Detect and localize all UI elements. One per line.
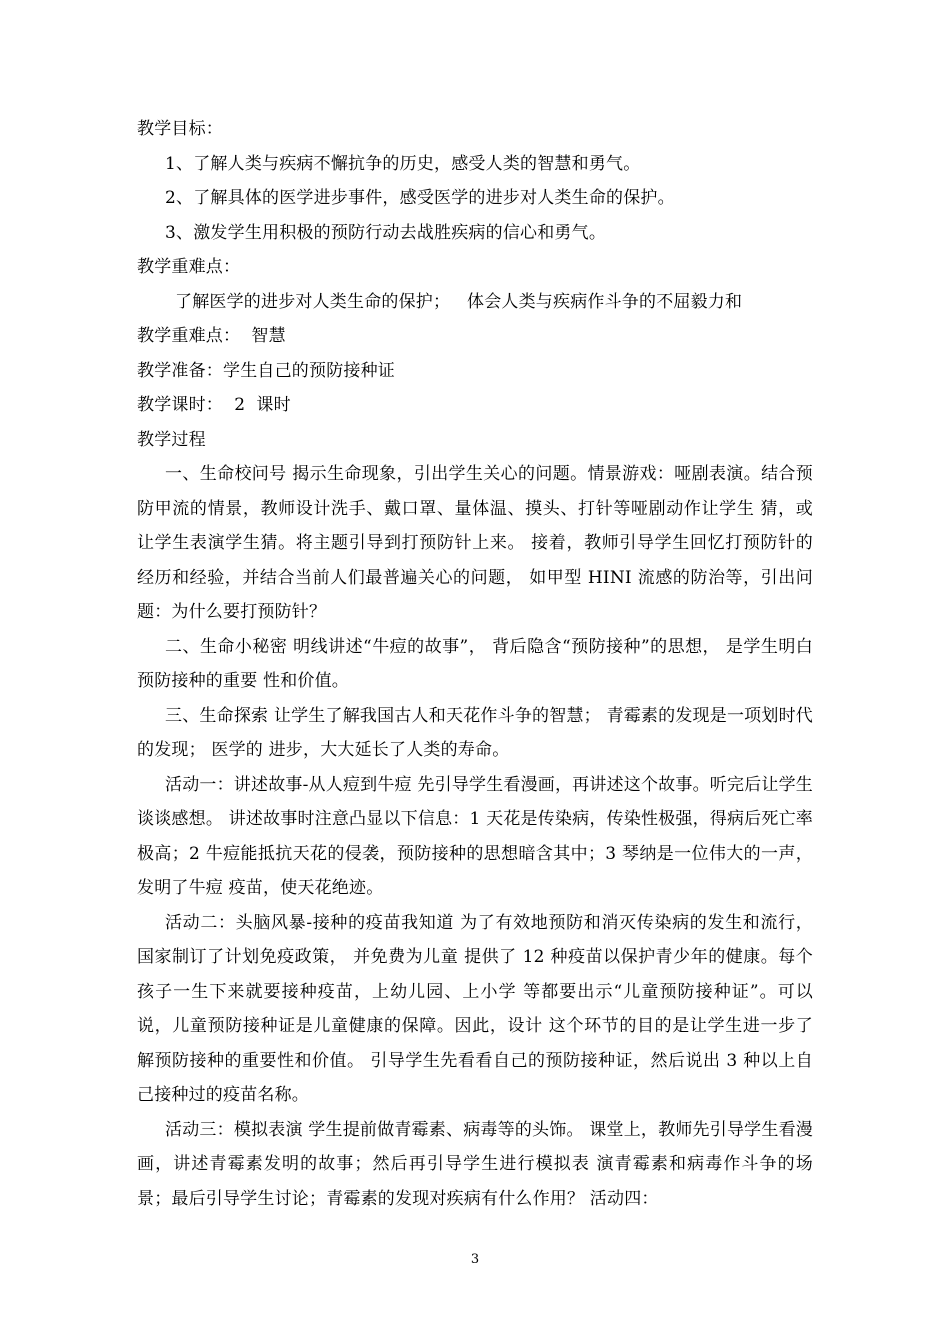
process-paragraph-3: 三、生命探索 让学生了解我国古人和天花作斗争的智慧； 青霉素的发现是一项划时代的发现； 医学的 进步，大大延长了人类的寿命。 xyxy=(137,705,813,760)
process-paragraph-2: 二、生命小秘密 明线讲述“牛痘的故事”， 背后隐含“预防接种”的思想， 是学生明白预防接种的重要 性和价值。 xyxy=(137,636,813,691)
goal-item-2: 2、了解具体的医学进步事件，感受医学的进步对人类生命的保护。 xyxy=(165,188,675,208)
key-points-line-2: 教学重难点： 智慧 xyxy=(137,326,286,346)
process-heading: 教学过程 xyxy=(137,429,206,450)
class-hours-line: 教学课时： 2 课时 xyxy=(137,395,291,415)
preparation-line: 教学准备：学生自己的预防接种证 xyxy=(137,360,395,381)
goal-item-1: 1、了解人类与疾病不懈抗争的历史，感受人类的智慧和勇气。 xyxy=(165,153,641,174)
goal-item-3: 3、激发学生用积极的预防行动去战胜疾病的信心和勇气。 xyxy=(165,222,607,243)
document-body xyxy=(137,112,813,1216)
page-number: 3 xyxy=(470,1252,480,1267)
activity-three-paragraph: 活动三：模拟表演 学生提前做青霉素、病毒等的头饰。 课堂上，教师先引导学生看漫画，讲述青霉素发明的故事；然后再引导学生进行模拟表 演青霉素和病毒作斗争的场景；最后引导学生讨论；青霉素的发现对疾病有什么作用？ 活动四： xyxy=(137,1119,813,1209)
activity-two-paragraph: 活动二：头脑风暴-接种的疫苗我知道 为了有效地预防和消灭传染病的发生和流行， 国家制订了计划免疫政策， 并免费为儿童 提供了 12 种疫苗以保护青少年的健康。每个孩子一生下来就要接种疫苗，上幼儿园、上小学 等都要出示“儿童预防接种证”。可以说，儿童预防接种证是儿童健康的保障。因此，设计 这个环节的目的是让学生进一步了解预防接种的重要性和价值。 引导学生先看看自己的预防接种证，然后说出 3 种以上自己接种过的疫苗名称。 xyxy=(137,912,813,1105)
process-paragraph-1: 一、生命校问号 揭示生命现象，引出学生关心的问题。情景游戏：哑剧表演。结合预防甲流的情景，教师设计洗手、戴口罩、量体温、摸头、打针等哑剧动作让学生 猜，或让学生表演学生猜。将主题引导到打预防针上来。 接着，教师引导学生回忆打预防针的经历和经验，并结合当前人们最普遍关心的问题， 如甲型 HINI 流感的防治等，引出问题：为什么要打预防针？ xyxy=(137,464,813,622)
goals-heading: 教学目标： xyxy=(137,119,223,139)
key-points-line-1: 了解医学的进步对人类生命的保护； 体会人类与疾病作斗争的不屈毅力和 xyxy=(175,291,743,312)
activity-one-paragraph: 活动一：讲述故事-从人痘到牛痘 先引导学生看漫画，再讲述这个故事。听完后让学生谈谈感想。 讲述故事时注意凸显以下信息：1 天花是传染病，传染性极强，得病后死亡率极高；2 牛痘能抵抗天花的侵袭，预防接种的思想暗含其中；3 琴纳是一位伟大的一声，发明了牛痘 疫苗，使天花绝迹。 xyxy=(137,774,813,898)
key-points-heading: 教学重难点： xyxy=(137,257,241,277)
